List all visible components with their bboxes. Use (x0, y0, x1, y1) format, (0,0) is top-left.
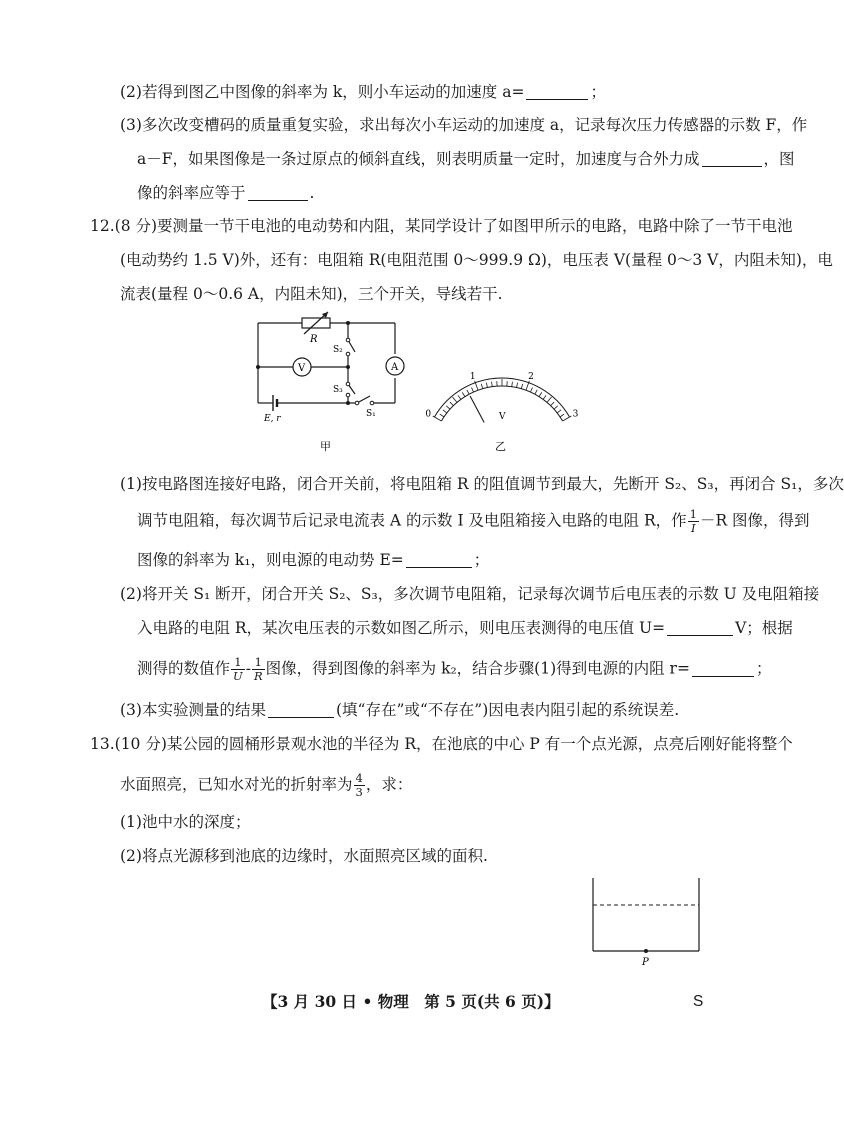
dial-tick (462, 392, 465, 396)
dial-tick (486, 383, 487, 388)
fraction-1-over-U: $\frac{1}{U}$ (233, 655, 243, 683)
label-Er: E, r (264, 414, 281, 424)
q13-part1: (1)池中水的深度； (120, 813, 251, 831)
dial-tick (551, 402, 554, 406)
q12-stem-line3: 流表(量程 0～0.6 A，内阻未知)，三个开关，导线若干. (120, 285, 503, 303)
q12-stem-line1: 12.(8 分)要测量一节干电池的电动势和内阻，某同学设计了如图甲所示的电路，电路中除了一节干电池 (90, 217, 793, 235)
q12-part3-line: (3)本实验测量的结果 (填“存在”或“不存在”)因电表内阻引起的系统误差. (120, 701, 680, 719)
fraction-1-over-I: $\frac{1}{I}$ (689, 507, 697, 535)
answer-blank[interactable] (702, 150, 762, 167)
voltmeter-dial-yi (425, 356, 579, 456)
dial-tick (481, 384, 482, 389)
dial-tick (458, 395, 461, 399)
dial-tick (453, 397, 457, 402)
dial-tick (440, 414, 444, 417)
dial-tick (563, 416, 572, 421)
dial-tick (512, 382, 513, 387)
fraction-1-over-R: $\frac{1}{R}$ (253, 655, 263, 683)
footer-mark: S (693, 993, 704, 1010)
dial-tick (530, 387, 532, 392)
tick-label-0: 0 (425, 409, 432, 420)
q12-part1-line3: 图像的斜率为 k₁，则电源的电动势 E= ； (137, 551, 490, 569)
label-V: V (298, 363, 306, 374)
point-light-source-P (644, 949, 648, 953)
answer-blank[interactable] (406, 551, 472, 568)
label-A: A (391, 362, 399, 373)
q11-part3-line2: a－F，如果图像是一条过原点的倾斜直线，则表明质量一定时，加速度与合外力成 ，图 (137, 150, 795, 168)
label-R: R (310, 334, 318, 345)
dial-needle (470, 396, 484, 422)
dial-tick (539, 392, 542, 396)
circuit-diagram-jia (240, 304, 420, 454)
dial-tick (543, 395, 546, 399)
page-footer: 【3 月 30 日 • 物理 第 5 页(共 6 页)】 (262, 992, 560, 1011)
caption-yi: 乙 (495, 440, 506, 453)
dial-tick (450, 402, 453, 406)
dial-tick (535, 390, 537, 394)
q13-stem-line1: 13.(10 分)某公园的圆桶形景观水池的半径为 R，在池底的中心 P 有一个点光源，点亮后刚好能将整个 (90, 735, 793, 753)
tick-label-3: 3 (572, 409, 579, 420)
answer-blank[interactable] (248, 184, 308, 201)
q13-stem-line2: 水面照亮，已知水对光的折射率为 $\frac{4}{3}$ ，求： (120, 771, 413, 799)
dial-tick (471, 387, 473, 392)
tick-label-1: 1 (469, 372, 476, 383)
dial-unit-V: V (499, 412, 506, 422)
dial-tick (517, 383, 518, 388)
answer-blank[interactable] (268, 701, 334, 718)
label-S3: S₃ (333, 385, 343, 395)
fraction-4-over-3: $\frac{4}{3}$ (355, 771, 363, 799)
label-P: P (642, 957, 649, 968)
q12-part1-line1: (1)按电路图连接好电路，闭合开关前，将电阻箱 R 的阻值调节到最大，先断开 S₂、S₃，再闭合 S₁，多次 (120, 475, 844, 493)
tick-label-2: 2 (528, 372, 534, 383)
q12-part2-line1: (2)将开关 S₁ 断开，闭合开关 S₂、S₃，多次调节电阻箱，记录每次调节后电压表的示数 U 及电阻箱接 (120, 585, 820, 603)
dial-tick (467, 390, 469, 394)
q12-part2-line2: 入电路的电阻 R，某次电压表的示数如图乙所示，则电压表测得的电压值 U= V；根据 (137, 619, 793, 637)
dial-tick (443, 410, 447, 413)
label-S2: S₂ (333, 345, 343, 355)
q11-part2-line: (2)若得到图乙中图像的斜率为 k，则小车运动的加速度 a= ； (120, 83, 606, 101)
q12-part1-line2: 调节电阻箱，每次调节后记录电流表 A 的示数 I 及电阻箱接入电路的电阻 R，作 $\frac{1}{I}$ －R 图像，得到 (137, 507, 810, 535)
label-S1: S₁ (366, 409, 376, 419)
dial-tick (492, 382, 493, 387)
q11-part3-line3: 像的斜率应等于 . (137, 184, 315, 202)
q12-part2-line3: 测得的数值作 $\frac{1}{U}$ - $\frac{1}{R}$ 图像，得到图像的斜率为 k₂，结合步骤(1)得到电源的内阻 r= ； (137, 655, 772, 683)
dial-tick (554, 406, 558, 409)
answer-blank[interactable] (692, 660, 754, 677)
q12-stem-line2: (电动势约 1.5 V)外，还有：电阻箱 R(电阻范围 0～999.9 Ω)，电压表 V(量程 0～3 V，内阻未知)，电 (120, 251, 833, 269)
dial-tick (557, 410, 561, 413)
answer-blank[interactable] (667, 619, 733, 636)
dial-tick (446, 406, 450, 409)
q11-part3-line1: (3)多次改变槽码的质量重复实验，求出每次小车运动的加速度 a，记录每次压力传感器的示数 F，作 (120, 116, 808, 134)
caption-jia: 甲 (320, 440, 331, 453)
dial-tick (547, 397, 551, 402)
q13-part2: (2)将点光源移到池底的边缘时，水面照亮区域的面积. (120, 847, 488, 865)
answer-blank[interactable] (526, 83, 588, 100)
dial-tick (521, 384, 522, 389)
dial-tick (560, 414, 564, 417)
pool-diagram (585, 876, 710, 971)
